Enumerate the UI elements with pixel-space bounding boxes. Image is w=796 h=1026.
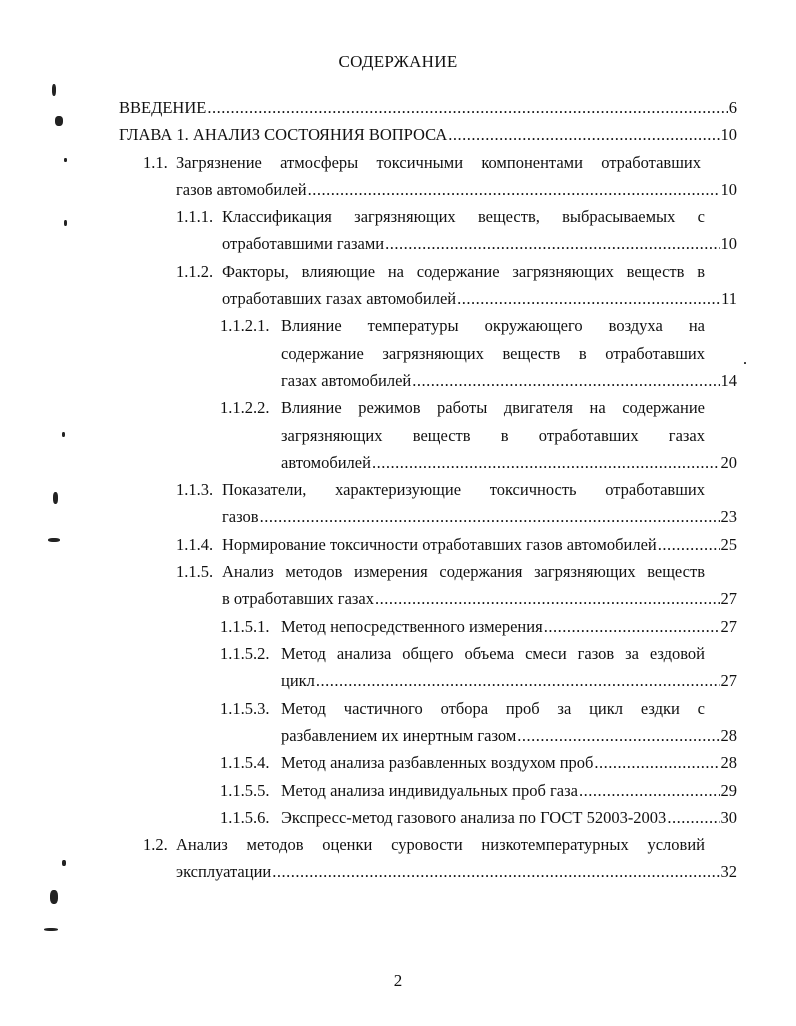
toc-entry-title: Загрязнение атмосферы токсичными компонентами отработавших	[176, 152, 701, 172]
toc-page-number: 30	[720, 807, 737, 827]
scan-speck	[44, 928, 58, 931]
dot-leader	[448, 121, 719, 148]
toc-line	[176, 230, 737, 257]
toc-entry-1-1-2-2	[220, 394, 737, 476]
toc-entry-title: Факторы, влияющие на содержание загрязняющих веществ в	[222, 261, 705, 281]
toc-line	[143, 858, 737, 885]
toc-entry-title: газов автомобилей	[176, 179, 307, 199]
dot-leader	[667, 804, 719, 831]
toc-entry-number: 1.1.2.2.	[220, 398, 270, 418]
toc-page-number: 32	[720, 862, 737, 882]
toc-line	[176, 531, 737, 558]
toc-entry-1-1-5-4	[220, 749, 737, 776]
toc-page-number: 28	[720, 753, 737, 773]
toc-entry-1-1-2-1	[220, 312, 737, 394]
toc-entry-number: 1.1.3.	[176, 480, 214, 500]
toc-entry-1-1-5-3	[220, 695, 737, 750]
toc-entry-1-1-3	[176, 476, 737, 531]
toc-line	[176, 285, 737, 312]
toc-entry-number: 1.1.2.1.	[220, 316, 270, 336]
toc-line	[176, 203, 705, 230]
toc-entry-number: 1.1.	[143, 152, 168, 172]
toc-line	[220, 695, 705, 722]
toc-page-number: 27	[720, 589, 737, 609]
toc-line	[176, 558, 705, 585]
toc-entry-1-1-5-1	[220, 613, 737, 640]
toc-entry-number: 1.1.5.4.	[220, 753, 270, 773]
toc-entry-1-1-4	[176, 531, 737, 558]
toc-entry-title: Классификация загрязняющих веществ, выбрасываемых с	[222, 207, 705, 227]
toc-line	[176, 476, 705, 503]
toc-entry-1-1-2	[176, 258, 737, 313]
toc-entry-title: газов	[222, 507, 259, 527]
toc-line	[220, 367, 737, 394]
dot-leader	[375, 585, 720, 612]
toc-entry-title: отработавших газах автомобилей	[222, 289, 457, 309]
dot-leader	[372, 449, 720, 476]
toc-entry-number: 1.2.	[143, 835, 168, 855]
toc-entry-1-1-5-2	[220, 640, 737, 695]
dot-leader	[544, 613, 720, 640]
dot-leader	[385, 230, 719, 257]
dot-leader	[579, 777, 720, 804]
toc-entry-title: Экспресс-метод газового анализа по ГОСТ 52003-2003	[281, 807, 667, 827]
toc-line	[220, 613, 737, 640]
toc-page-number: 23	[720, 507, 737, 527]
toc-line	[220, 667, 737, 694]
dot-leader	[457, 285, 720, 312]
page-title: СОДЕРЖАНИЕ	[338, 52, 458, 71]
scan-speck	[55, 116, 63, 126]
toc-line	[143, 176, 737, 203]
scan-speck	[64, 220, 67, 226]
toc-page-number: 10	[720, 234, 737, 254]
toc-entry-title: Метод анализа разбавленных воздухом проб	[281, 753, 594, 773]
scan-speck	[53, 492, 58, 504]
toc-entry-title: отработавшими газами	[222, 234, 385, 254]
toc-entry-title: Анализ методов оценки суровости низкотемпературных условий	[176, 835, 705, 855]
dot-leader	[260, 503, 720, 530]
toc-entry-title: Показатели, характеризующие токсичность отработавших	[222, 480, 705, 500]
toc-entry-title: Метод частичного отбора проб за цикл ездки с	[281, 698, 705, 718]
toc-line	[220, 449, 737, 476]
toc-entry-title: эксплуатации	[176, 862, 272, 882]
toc-line	[220, 394, 705, 421]
toc-entry-title: загрязняющих веществ в отработавших газах	[281, 425, 705, 445]
toc-entry-1-1-5-5	[220, 777, 737, 804]
toc-line	[176, 503, 737, 530]
dot-leader	[412, 367, 719, 394]
toc-entry-title: автомобилей	[281, 452, 371, 472]
toc-page-number: 10	[720, 179, 737, 199]
dot-leader	[316, 667, 720, 694]
toc-line	[220, 777, 737, 804]
toc-entry-1-1	[143, 149, 737, 204]
toc-page-number: 25	[720, 534, 737, 554]
dot-leader	[517, 722, 719, 749]
toc-entry-number: 1.1.5.6.	[220, 807, 270, 827]
toc-line	[119, 94, 737, 121]
toc-entry-title: ВВЕДЕНИЕ	[119, 98, 207, 117]
toc-entry-introduction	[119, 94, 737, 121]
toc-line	[176, 258, 705, 285]
dot-leader	[594, 749, 719, 776]
toc-entry-number: 1.1.5.5.	[220, 780, 270, 800]
toc-entry-title: газах автомобилей	[281, 370, 412, 390]
scan-speck	[50, 890, 58, 904]
dot-leader	[207, 94, 727, 121]
toc-entry-title: цикл	[281, 671, 315, 691]
toc-line	[220, 804, 737, 831]
toc-entry-number: 1.1.5.1.	[220, 616, 270, 636]
toc-entry-title: ГЛАВА 1. АНАЛИЗ СОСТОЯНИЯ ВОПРОСА	[119, 125, 448, 145]
toc-line	[119, 121, 737, 148]
toc-page-number: 27	[720, 671, 737, 691]
scan-speck	[62, 860, 66, 866]
toc-page-number: 28	[720, 725, 737, 745]
toc-entry-chapter-1	[119, 121, 737, 148]
toc-line	[220, 422, 705, 449]
toc-page-number: 6	[728, 98, 737, 117]
toc-page-number: 27	[720, 616, 737, 636]
toc-entry-title: разбавлением их инертным газом	[281, 725, 517, 745]
toc-page-number: 29	[720, 780, 737, 800]
toc-entry-1-1-5-6	[220, 804, 737, 831]
dot-leader	[272, 858, 719, 885]
toc-entry-number: 1.1.2.	[176, 261, 214, 281]
toc-page-number: 14	[720, 370, 737, 390]
toc-entry-1-2	[143, 831, 737, 886]
toc-line	[220, 640, 705, 667]
toc-entry-title: содержание загрязняющих веществ в отработавших	[281, 343, 705, 363]
scan-speck	[744, 362, 746, 364]
toc-entry-title: Метод непосредственного измерения	[281, 616, 543, 636]
toc-page-number: 10	[720, 125, 737, 145]
toc-entry-number: 1.1.4.	[176, 534, 214, 554]
toc-page-number: 20	[720, 452, 737, 472]
dot-leader	[308, 176, 720, 203]
scan-speck	[48, 538, 60, 542]
toc-entry-title: Метод анализа индивидуальных проб газа	[281, 780, 578, 800]
toc-entry-title: Влияние режимов работы двигателя на содержание	[281, 398, 705, 418]
toc-entry-1-1-1	[176, 203, 737, 258]
toc-line	[143, 149, 701, 176]
toc-entry-title: Влияние температуры окружающего воздуха на	[281, 316, 705, 336]
dot-leader	[658, 531, 720, 558]
toc-page-number: 11	[721, 289, 737, 309]
scan-speck	[62, 432, 65, 437]
toc-line	[220, 340, 705, 367]
toc-line	[176, 585, 737, 612]
page-number: 2	[393, 971, 403, 990]
toc-line	[220, 749, 737, 776]
toc-entry-title: в отработавших газах	[222, 589, 374, 609]
scan-speck	[52, 84, 56, 96]
toc-entry-title: Анализ методов измерения содержания загрязняющих веществ	[222, 562, 705, 582]
toc-entry-title: Нормирование токсичности отработавших газов автомобилей	[222, 534, 657, 554]
toc-entry-number: 1.1.5.	[176, 562, 214, 582]
toc-line	[143, 831, 705, 858]
toc-entry-title: Метод анализа общего объема смеси газов за ездовой	[281, 644, 705, 663]
toc-line	[220, 722, 737, 749]
toc-entry-number: 1.1.5.2.	[220, 644, 270, 663]
scan-speck	[64, 158, 67, 162]
toc-entry-number: 1.1.5.3.	[220, 698, 270, 718]
toc-entry-1-1-5	[176, 558, 737, 613]
toc-line	[220, 312, 705, 339]
toc-entry-number: 1.1.1.	[176, 207, 214, 227]
